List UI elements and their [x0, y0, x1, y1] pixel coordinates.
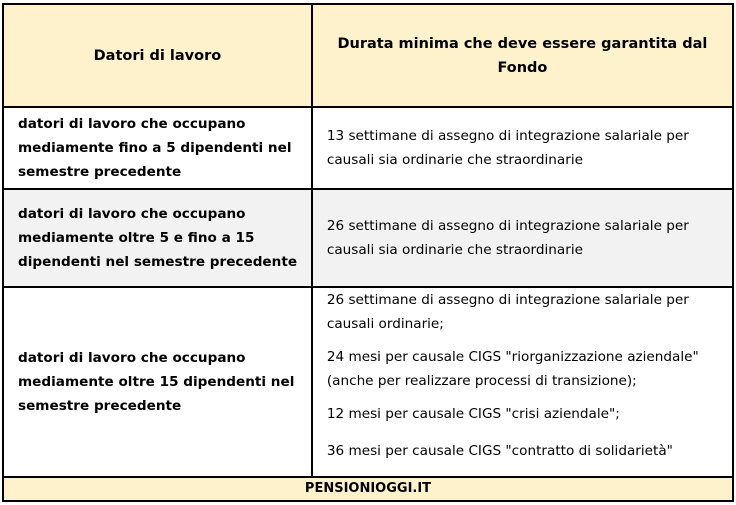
header-employers: Datori di lavoro: [3, 4, 312, 107]
header-minimum-duration: Durata minima che deve essere garantita dal Fondo: [312, 4, 733, 107]
footer-source: PENSIONIOGGI.IT: [3, 477, 733, 501]
table-row: [3, 107, 733, 189]
employers-cell: datori di lavoro che occupano mediamente oltre 15 dipendenti nel semestre precedente: [3, 287, 312, 477]
duration-line: 24 mesi per causale CIGS "riorganizzazione aziendale"(anche per realizzare processi di transizione);: [326, 349, 699, 389]
employers-cell: datori di lavoro che occupano mediamente oltre 5 e fino a 15 dipendenti nel semestre precedente: [3, 189, 312, 287]
table-header-row: [3, 4, 733, 107]
employers-cell: datori di lavoro che occupano mediamente fino a 5 dipendenti nel semestre precedente: [3, 107, 312, 189]
duration-cell: [312, 287, 733, 477]
table-row: [3, 189, 733, 287]
duration-line: 36 mesi per causale CIGS "contratto di solidarietà": [326, 443, 673, 459]
duration-cell: 26 settimane di assegno di integrazione salariale per causali sia ordinarie che straordinarie: [312, 189, 733, 287]
duration-line: 26 settimane di assegno di integrazione salariale per causali ordinarie;: [326, 292, 689, 332]
duration-line: 12 mesi per causale CIGS "crisi aziendale";: [326, 406, 620, 422]
table-footer-row: [3, 477, 733, 501]
table-row: [3, 287, 733, 477]
duration-cell: 13 settimane di assegno di integrazione salariale per causali sia ordinarie che straordinarie: [312, 107, 733, 189]
duration-table: [2, 3, 734, 502]
